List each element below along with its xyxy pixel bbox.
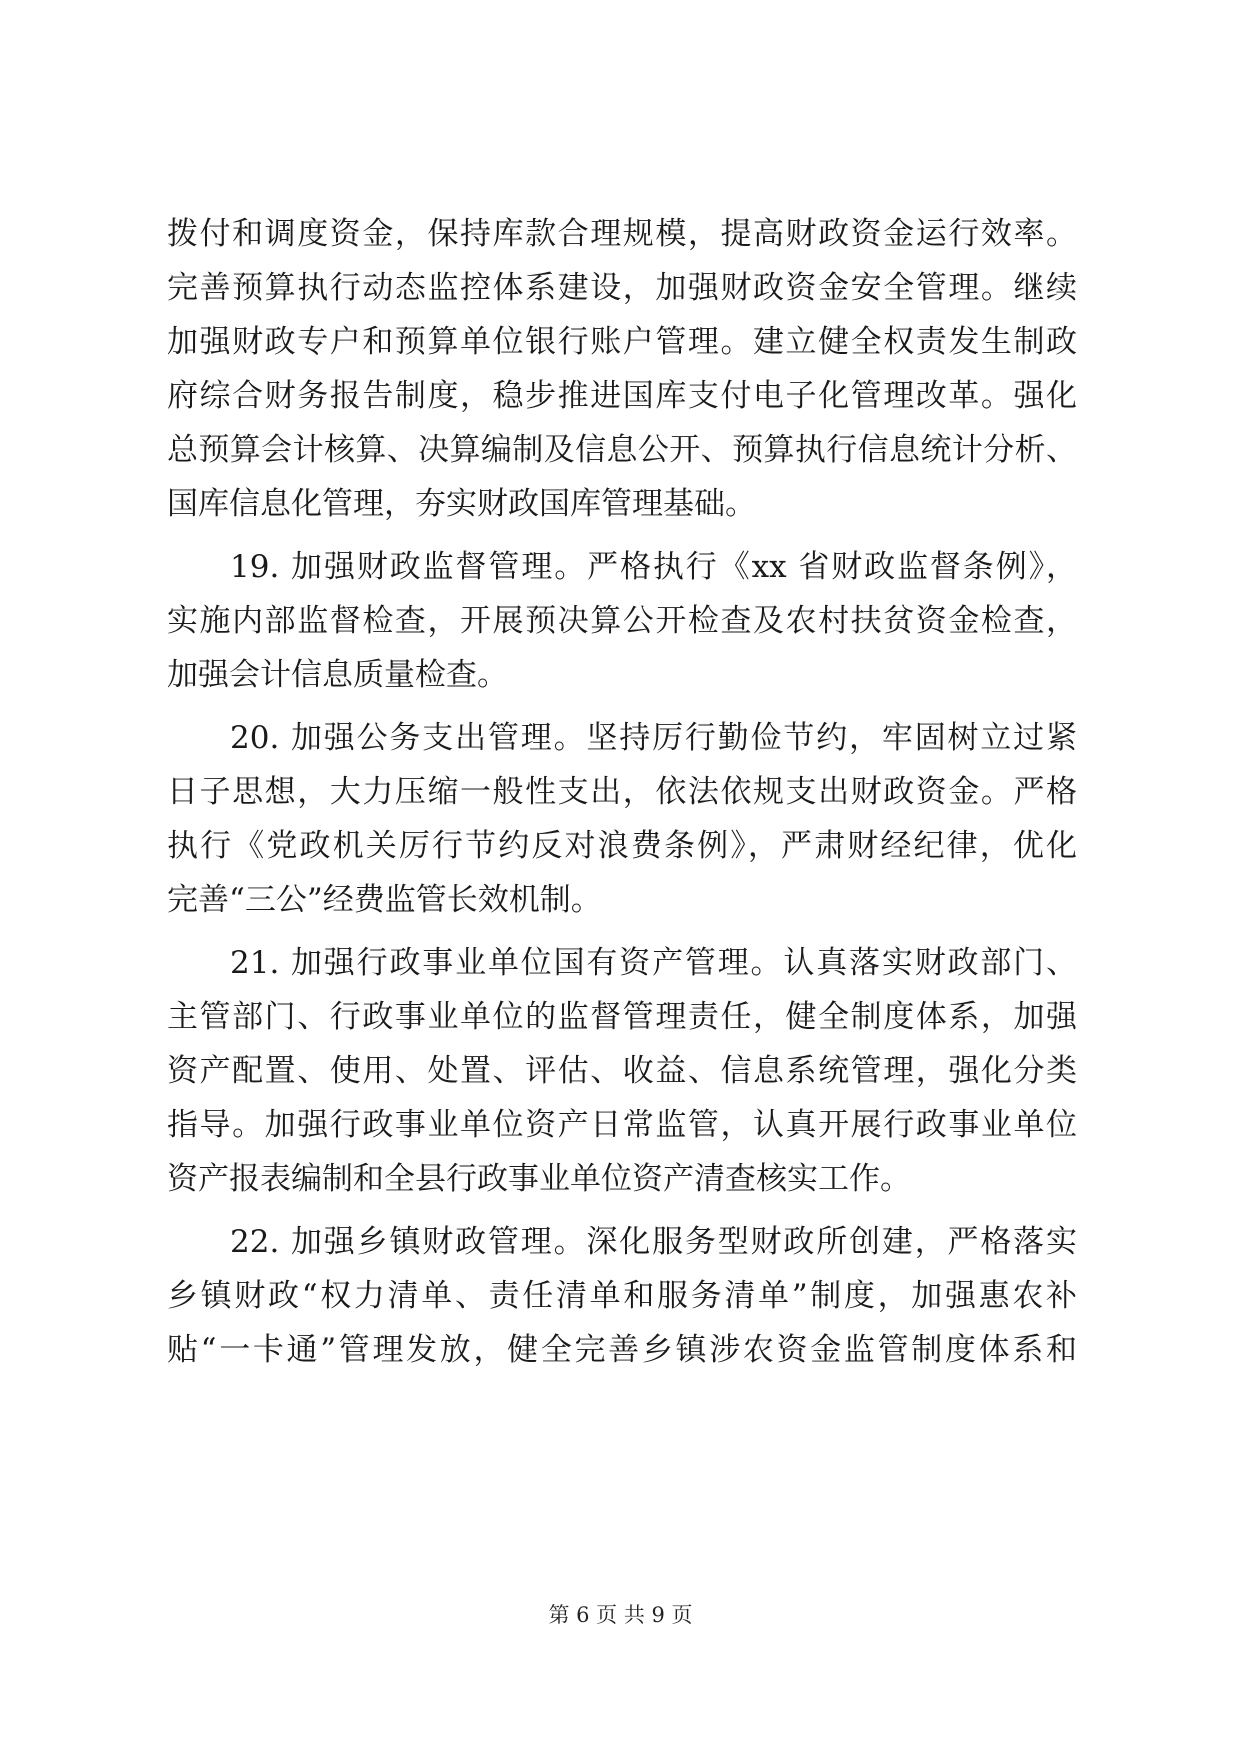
text-line: 总预算会计核算、决算编制及信息公开、预算执行信息统计分析、 bbox=[167, 432, 1077, 468]
text-line: 加强会计信息质量检查。 bbox=[167, 657, 508, 693]
text-line: 贴“一卡通”管理发放，健全完善乡镇涉农资金监管制度体系和 bbox=[167, 1332, 1077, 1368]
text-line: 21. 加强行政事业单位国有资产管理。认真落实财政部门、 bbox=[230, 945, 1077, 981]
text-line: 完善“三公”经费监管长效机制。 bbox=[167, 882, 602, 918]
text-line: 20. 加强公务支出管理。坚持厉行勤俭节约，牢固树立过紧 bbox=[230, 720, 1077, 756]
text-line: 执行《党政机关厉行节约反对浪费条例》，严肃财经纪律，优化 bbox=[167, 828, 1077, 864]
text-line: 日子思想，大力压缩一般性支出，依法依规支出财政资金。严格 bbox=[167, 774, 1077, 810]
text-line: 府综合财务报告制度，稳步推进国库支付电子化管理改革。强化 bbox=[167, 378, 1077, 414]
text-line: 19. 加强财政监督管理。严格执行《xx 省财政监督条例》， bbox=[230, 549, 1077, 585]
page-number-footer: 第 6 页 共 9 页 bbox=[548, 1603, 693, 1627]
text-line: 实施内部监督检查，开展预决算公开检查及农村扶贫资金检查， bbox=[167, 603, 1077, 639]
text-line: 主管部门、行政事业单位的监督管理责任，健全制度体系，加强 bbox=[167, 999, 1077, 1035]
text-line: 资产配置、使用、处置、评估、收益、信息系统管理，强化分类 bbox=[167, 1053, 1077, 1089]
text-line: 拨付和调度资金，保持库款合理规模，提高财政资金运行效率。 bbox=[167, 216, 1077, 252]
text-line: 国库信息化管理，夯实财政国库管理基础。 bbox=[167, 486, 756, 522]
text-line: 资产报表编制和全县行政事业单位资产清查核实工作。 bbox=[167, 1161, 911, 1197]
text-line: 乡镇财政“权力清单、责任清单和服务清单”制度，加强惠农补 bbox=[167, 1278, 1077, 1314]
text-line: 指导。加强行政事业单位资产日常监管，认真开展行政事业单位 bbox=[167, 1107, 1077, 1143]
text-line: 22. 加强乡镇财政管理。深化服务型财政所创建，严格落实 bbox=[230, 1224, 1077, 1260]
text-line: 加强财政专户和预算单位银行账户管理。建立健全权责发生制政 bbox=[167, 324, 1077, 360]
text-line: 完善预算执行动态监控体系建设，加强财政资金安全管理。继续 bbox=[167, 270, 1077, 306]
